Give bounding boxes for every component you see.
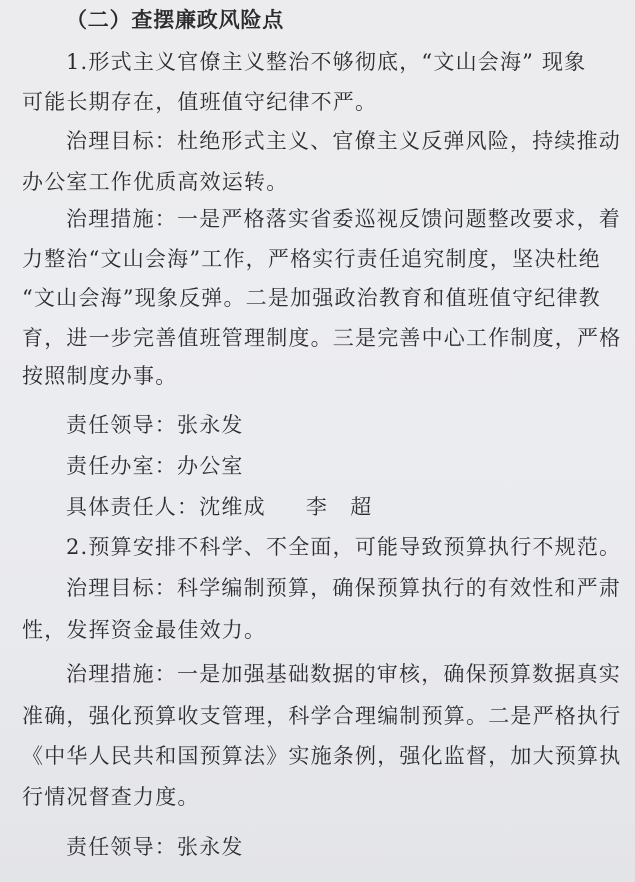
item2-responsible-leader: 责任领导：张永发 (66, 835, 244, 859)
item2-measures-line3: 《中华人民共和国预算法》实施条例，强化监督，加大预算执 (22, 744, 622, 768)
item2-measures-line4: 行情况督查力度。 (22, 785, 200, 809)
item1-responsible-office: 责任办室：办公室 (66, 454, 244, 478)
item1-goal-line1: 治理目标：杜绝形式主义、官僚主义反弹风险，持续推动 (66, 129, 621, 153)
item1-measures-line3: “文山会海”现象反弹。二是加强政治教育和值班值守纪律教 (22, 286, 601, 310)
item1-responsible-persons (66, 493, 372, 521)
item2-measures-line1: 治理措施：一是加强基础数据的审核，确保预算数据真实 (66, 662, 621, 686)
item2-title: 2.预算安排不科学、不全面，可能导致预算执行不规范。 (66, 535, 622, 559)
item1-measures-line4: 育，进一步完善值班管理制度。三是完善中心工作制度，严格 (22, 326, 622, 350)
item1-responsible-leader: 责任领导：张永发 (66, 413, 244, 437)
item1-responsible-persons-label: 具体责任人：沈维成 (66, 495, 266, 519)
item2-measures-line2: 准确，强化预算收支管理，科学合理编制预算。二是严格执行 (22, 704, 622, 728)
item1-measures-line5: 按照制度办事。 (22, 364, 178, 388)
item2-goal-line1: 治理目标：科学编制预算，确保预算执行的有效性和严肃 (66, 576, 621, 600)
item1-measures-line2: 力整治“文山会海”工作，严格实行责任追究制度，坚决杜绝 (22, 247, 601, 271)
item1-responsible-person-2: 李 超 (305, 495, 373, 519)
item2-goal-line2: 性，发挥资金最佳效力。 (22, 618, 267, 642)
item1-title-line1: 1.形式主义官僚主义整治不够彻底，“文山会海” 现象 (66, 50, 587, 74)
item1-goal-line2: 办公室工作优质高效运转。 (22, 170, 289, 194)
item1-title-line2: 可能长期存在，值班值守纪律不严。 (22, 90, 378, 114)
item1-measures-line1: 治理措施：一是严格落实省委巡视反馈问题整改要求，着 (66, 207, 621, 231)
section-heading: （二）查摆廉政风险点 (66, 7, 284, 32)
